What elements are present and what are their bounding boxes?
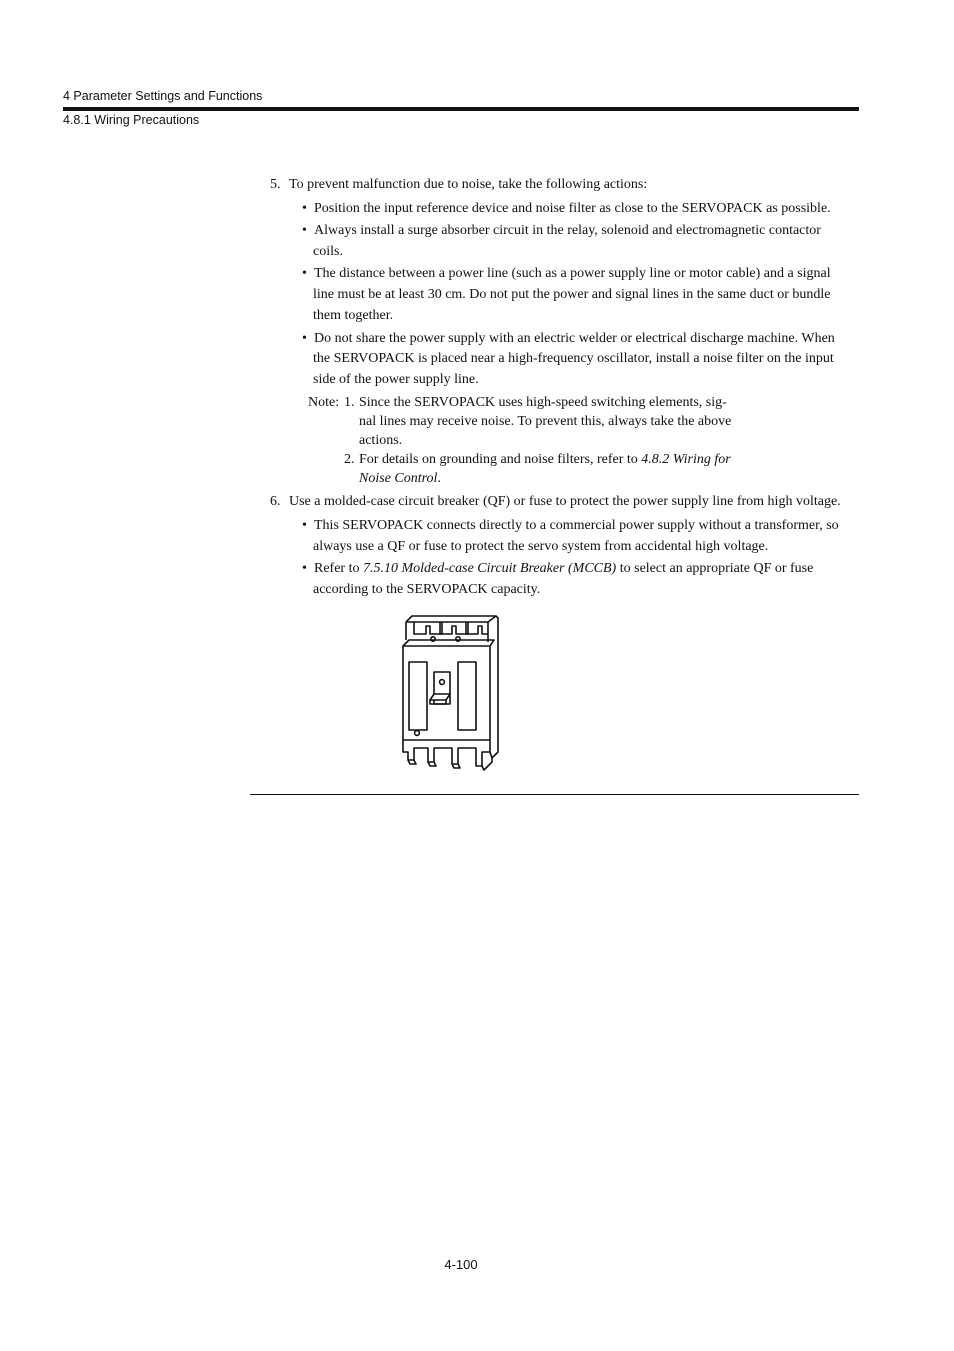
item-5-text: To prevent malfunction due to noise, take the following actions: bbox=[289, 177, 648, 192]
bullet-icon: • bbox=[302, 518, 307, 533]
item-6-bullet-1-line-2: always use a QF or fuse to protect the servo system from accidental high voltage. bbox=[313, 539, 769, 554]
bullet-icon: • bbox=[302, 201, 307, 216]
note-label: Note: bbox=[308, 395, 340, 410]
note-1-number: 1. bbox=[344, 395, 355, 410]
header-section: 4.8.1 Wiring Precautions bbox=[63, 113, 200, 127]
item-6-bullet-2-line-1 bbox=[314, 558, 813, 579]
note-1-line-2: nal lines may receive noise. To prevent this, always take the above bbox=[359, 414, 732, 429]
item-5-bullet-4-line-3: side of the power supply line. bbox=[313, 372, 479, 387]
note-2-number: 2. bbox=[344, 452, 355, 467]
item-6-bullet-2-text-end: to select an appropriate QF or fuse bbox=[616, 561, 814, 576]
circuit-breaker-illustration bbox=[400, 612, 504, 774]
note-2-period: . bbox=[437, 471, 441, 486]
item-5-bullet-3-line-2: line must be at least 30 cm. Do not put the power and signal lines in the same duct or bundle bbox=[313, 287, 831, 302]
item-5-bullet-1: Position the input reference device and noise filter as close to the SERVOPACK as possible. bbox=[314, 201, 831, 216]
header-rule bbox=[63, 107, 859, 111]
item-6-bullet-2-line-2: according to the SERVOPACK capacity. bbox=[313, 582, 541, 597]
item-6-bullet-1-line-1: This SERVOPACK connects directly to a commercial power supply without a transformer, so bbox=[314, 518, 839, 533]
item-5-number: 5. bbox=[270, 177, 281, 192]
note-2-line-2 bbox=[359, 469, 441, 488]
section-end-rule bbox=[250, 794, 859, 795]
item-6-text: Use a molded-case circuit breaker (QF) or fuse to protect the power supply line from high voltage. bbox=[289, 494, 841, 509]
item-5-bullet-3-line-3: them together. bbox=[313, 308, 394, 323]
bullet-icon: • bbox=[302, 561, 307, 576]
item-5-bullet-2-line-1: Always install a surge absorber circuit in the relay, solenoid and electromagnetic contactor bbox=[314, 223, 821, 238]
item-5-bullet-2-line-2: coils. bbox=[313, 244, 343, 259]
mccb-reference-link[interactable]: 7.5.10 Molded-case Circuit Breaker (MCCB) bbox=[362, 561, 617, 576]
bullet-icon: • bbox=[302, 331, 307, 346]
item-5-bullet-3-line-1: The distance between a power line (such as a power supply line or motor cable) and a signal bbox=[314, 266, 831, 281]
item-6-number: 6. bbox=[270, 494, 281, 509]
note-2-text: For details on grounding and noise filters, refer to bbox=[359, 452, 642, 467]
item-5-bullet-4-line-2: the SERVOPACK is placed near a high-frequency oscillator, install a noise filter on the input bbox=[313, 351, 834, 366]
note-2-line-1 bbox=[359, 450, 731, 469]
item-5-bullet-4-line-1: Do not share the power supply with an electric welder or electrical discharge machine. When bbox=[314, 331, 835, 346]
bullet-icon: • bbox=[302, 266, 307, 281]
note-2-reference-link-continued[interactable]: Noise Control bbox=[359, 471, 438, 486]
bullet-icon: • bbox=[302, 223, 307, 238]
item-6-bullet-2-text: Refer to bbox=[314, 561, 363, 576]
note-1-line-1: Since the SERVOPACK uses high-speed switching elements, sig- bbox=[359, 395, 727, 410]
note-1-line-3: actions. bbox=[359, 433, 403, 448]
page-number: 4-100 bbox=[444, 1257, 478, 1272]
note-2-reference-link[interactable]: 4.8.2 Wiring for bbox=[641, 452, 731, 467]
header-chapter: 4 Parameter Settings and Functions bbox=[63, 89, 263, 103]
